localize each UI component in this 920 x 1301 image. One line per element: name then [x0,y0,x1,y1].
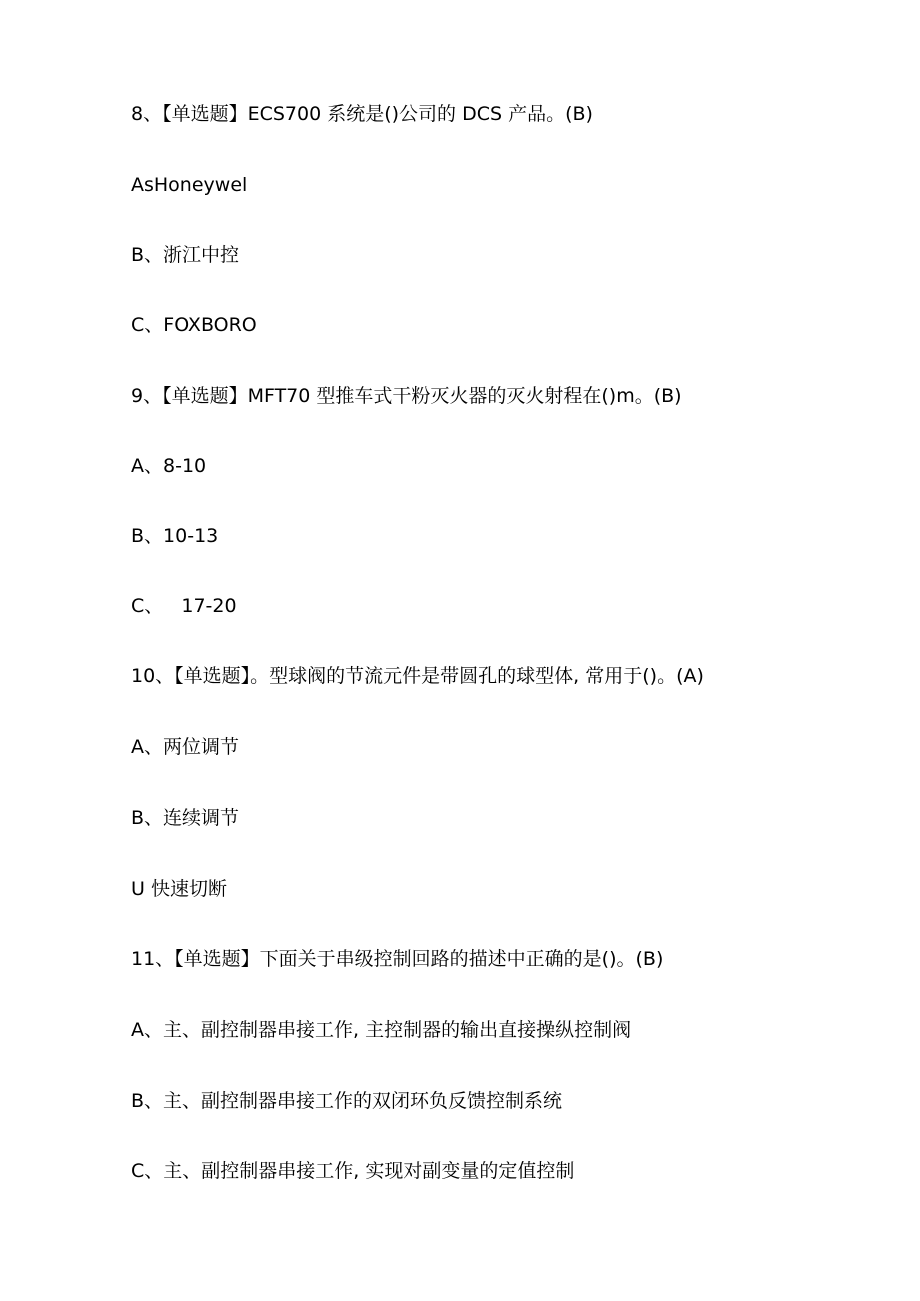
question-10-option-a: A、两位调节 [131,736,239,758]
question-9-option-c: C、 17-20 [131,595,237,617]
question-10-text: 10、【单选题】。型球阀的节流元件是带圆孔的球型体, 常用于()。(A) [131,665,704,687]
question-11-text: 11、【单选题】下面关于串级控制回路的描述中正确的是()。(B) [131,948,664,970]
question-11-option-c: C、主、副控制器串接工作, 实现对副变量的定值控制 [131,1160,575,1182]
question-8-option-b: B、浙江中控 [131,244,240,266]
question-8-option-a: AsHoneywel [131,174,248,196]
question-9-option-b: B、10-13 [131,525,219,547]
question-11-option-a: A、主、副控制器串接工作, 主控制器的输出直接操纵控制阀 [131,1019,632,1041]
question-10-option-c: U 快速切断 [131,878,227,900]
question-8-text: 8、【单选题】ECS700 系统是()公司的 DCS 产品。(B) [131,103,593,125]
question-9-text: 9、【单选题】MFT70 型推车式干粉灭火器的灭火射程在()m。(B) [131,385,682,407]
question-8-option-c: C、FOXBORO [131,314,257,336]
question-9-option-a: A、8-10 [131,455,207,477]
question-10-option-b: B、连续调节 [131,807,240,829]
question-11-option-b: B、主、副控制器串接工作的双闭环负反馈控制系统 [131,1090,563,1112]
